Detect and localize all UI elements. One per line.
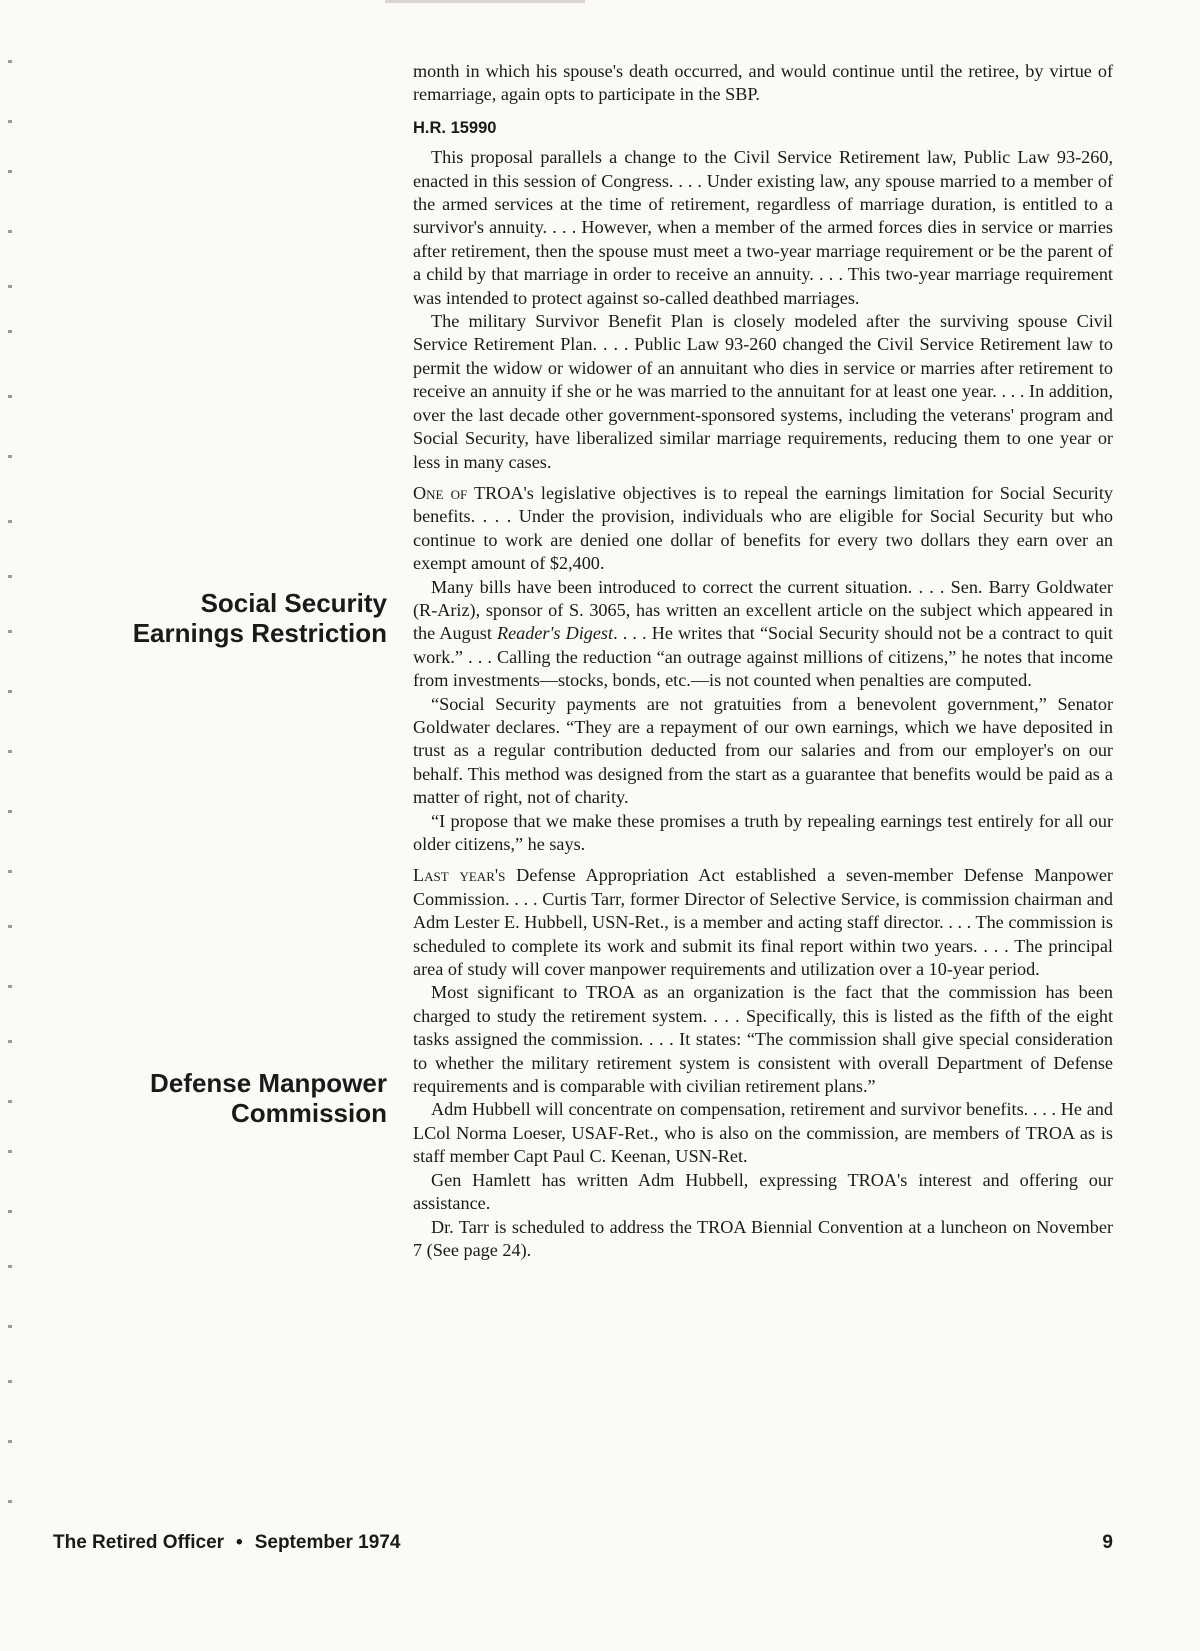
page-number: 9	[1102, 1532, 1113, 1553]
paragraph-text: TROA's legislative objectives is to repeal the earnings limitation for Social Security benefits. . . . Under the provision, individuals who are eligible for Social Security but who continue to work are denied one dollar of benefits for every two dollars they earn over an exempt amount of $2,400.	[413, 482, 1113, 574]
social-security-section	[413, 482, 1113, 857]
magazine-title: Reader's Digest	[496, 623, 614, 644]
heading-line: Defense Manpower	[150, 1068, 387, 1098]
lead-small-caps: Last year's	[413, 865, 506, 886]
defense-manpower-heading	[95, 1068, 387, 1128]
article-column	[413, 60, 1113, 1262]
paragraph: “Social Security payments are not gratuities from a benevolent government,” Senator Goldwater declares. “They are a repayment of our own earnings, which we have deposited in trust as a regular contribution deducted from our salaries and from our employer's on our behalf. This method was designed from the start as a guarantee that benefits would be paid as a matter of right, not of charity.	[413, 693, 1113, 808]
publication-name: The Retired Officer	[53, 1532, 225, 1553]
hr-subheading: H.R. 15990	[413, 118, 497, 137]
defense-manpower-section	[413, 864, 1113, 1262]
paragraph: Gen Hamlett has written Adm Hubbell, expressing TROA's interest and offering our assistance.	[413, 1169, 1113, 1214]
heading-line: Social Security	[200, 588, 387, 618]
paragraph: “I propose that we make these promises a truth by repealing earnings test entirely for all our older citizens,” he says.	[413, 810, 1113, 854]
binding-margin-marks	[0, 0, 30, 1651]
paragraph: The military Survivor Benefit Plan is closely modeled after the surviving spouse Civil Service Retirement Plan. . . . Public Law 93-260 changed the Civil Service Retirement law to permit the widow or widower of an annuitant who dies in service or marries after retirement to receive an annuity if she or he was married to the annuitant for at least one year. . . . In addition, over the last decade other government-sponsored systems, including the veterans' program and Social Security, have liberalized similar marriage requirements, reducing them to one year or less in many cases.	[413, 311, 1113, 472]
paragraph	[413, 864, 1113, 981]
paragraph-text: . . . . He writes that “Social Security should not be a contract to quit work.” . . . Calling the reduction “an outrage against millions of citizens,” he notes that income from investments—stocks, bonds, etc.—is not counted when penalties are computed.	[413, 623, 1113, 691]
footer-publication-line	[53, 1532, 400, 1554]
paragraph	[413, 576, 1113, 693]
paragraph: Dr. Tarr is scheduled to address the TROA Biennial Convention at a luncheon on November 7 (See page 24).	[413, 1216, 1113, 1260]
heading-line: Earnings Restriction	[132, 618, 387, 648]
lead-small-caps: One of	[413, 482, 468, 503]
bullet-separator: •	[236, 1532, 243, 1553]
paragraph-text: Defense Appropriation Act established a seven-member Defense Manpower Commission. . . . Curtis Tarr, former Director of Selective Service, is commission chairman and Adm Lester E. Hubbell, USN-Ret., is a member and acting staff director. . . . The commission is scheduled to complete its work and submit its final report within two years. . . . The principal area of study will cover manpower requirements and utilization over a 10-year period.	[413, 865, 1113, 980]
scan-edge-line	[385, 0, 585, 3]
social-security-heading	[95, 588, 387, 648]
page-footer	[53, 1532, 1113, 1558]
paragraph: This proposal parallels a change to the Civil Service Retirement law, Public Law 93-260, enacted in this session of Congress. . . . Under existing law, any spouse married to a member of the armed services at the time of retirement, regardless of marriage duration, is entitled to a survivor's annuity. . . . However, when a member of the armed forces dies in service or marries after retirement, then the spouse must meet a two-year marriage requirement or be the parent of a child by that marriage in order to receive an annuity. . . . This two-year marriage requirement was intended to protect against so-called deathbed marriages.	[413, 147, 1113, 308]
paragraph	[413, 482, 1113, 576]
heading-line: Commission	[230, 1098, 387, 1128]
paragraph-text: Many bills have been introduced to correct the current situation. . . . Sen. Barry Goldwater (R-Ariz), sponsor of S. 3065, has written an excellent article on the subject which appeared in the August	[413, 576, 1113, 644]
paragraph: Adm Hubbell will concentrate on compensation, retirement and survivor benefits. . . . He and LCol Norma Loeser, USAF-Ret., who is also on the commission, are members of TROA as is staff member Capt Paul C. Keenan, USN-Ret.	[413, 1099, 1113, 1167]
intro-paragraph: month in which his spouse's death occurred, and would continue until the retiree, by virtue of remarriage, again opts to participate in the SBP.	[413, 61, 1113, 105]
paragraph: Most significant to TROA as an organization is the fact that the commission has been charged to study the retirement system. . . . Specifically, this is listed as the fifth of the eight tasks assigned the commission. . . . It states: “The commission shall give special consideration to whether the military retirement system is consistent with overall Department of Defense requirements and is comparable with civilian retirement plans.”	[413, 982, 1113, 1097]
issue-date: September 1974	[254, 1532, 401, 1553]
